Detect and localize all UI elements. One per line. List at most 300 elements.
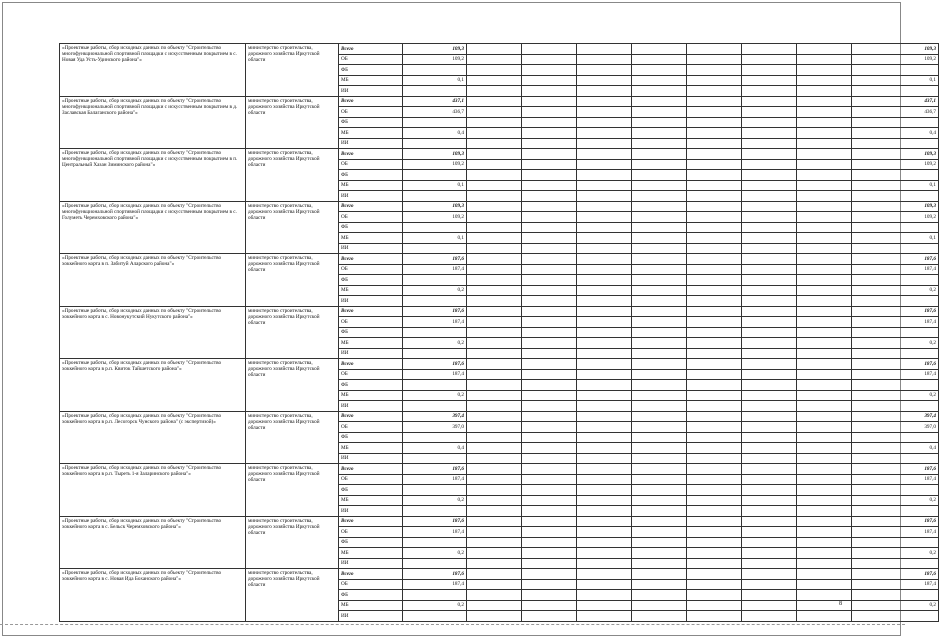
amount-empty-cell xyxy=(742,191,797,202)
amount-empty-cell xyxy=(632,96,687,107)
amount-empty-cell xyxy=(522,359,577,370)
amount-empty-cell xyxy=(687,348,742,359)
amount-empty-cell xyxy=(632,369,687,380)
amount-first-year: 187,6 xyxy=(403,306,467,317)
funding-source: ИИ xyxy=(339,611,403,622)
funding-source: МБ xyxy=(339,285,403,296)
amount-total: 187,4 xyxy=(852,264,939,275)
amount-empty-cell xyxy=(522,149,577,160)
amount-empty-cell xyxy=(797,75,852,86)
amount-empty-cell xyxy=(632,348,687,359)
amount-empty-cell xyxy=(742,411,797,422)
amount-total xyxy=(852,138,939,149)
amount-empty-cell xyxy=(797,243,852,254)
funding-source: Всего xyxy=(339,96,403,107)
amount-empty-cell xyxy=(797,65,852,76)
amount-empty-cell xyxy=(632,327,687,338)
amount-first-year: 0,1 xyxy=(403,180,467,191)
amount-first-year: 187,6 xyxy=(403,569,467,580)
amount-empty-cell xyxy=(742,327,797,338)
amount-empty-cell xyxy=(467,611,522,622)
amount-empty-cell xyxy=(797,170,852,181)
amount-empty-cell xyxy=(742,506,797,517)
amount-first-year xyxy=(403,432,467,443)
amount-empty-cell xyxy=(467,401,522,412)
funding-source: ИИ xyxy=(339,506,403,517)
amount-empty-cell xyxy=(522,296,577,307)
amount-empty-cell xyxy=(797,138,852,149)
amount-empty-cell xyxy=(797,306,852,317)
amount-empty-cell xyxy=(522,537,577,548)
amount-first-year: 0,1 xyxy=(403,233,467,244)
amount-empty-cell xyxy=(577,212,632,223)
funding-source: ФБ xyxy=(339,65,403,76)
amount-total: 187,4 xyxy=(852,317,939,328)
amount-empty-cell xyxy=(742,96,797,107)
amount-empty-cell xyxy=(687,75,742,86)
amount-empty-cell xyxy=(687,65,742,76)
amount-empty-cell xyxy=(522,432,577,443)
amount-empty-cell xyxy=(577,380,632,391)
amount-empty-cell xyxy=(687,201,742,212)
amount-empty-cell xyxy=(687,107,742,118)
amount-empty-cell xyxy=(687,170,742,181)
amount-empty-cell xyxy=(687,369,742,380)
amount-empty-cell xyxy=(522,611,577,622)
funding-source: Всего xyxy=(339,44,403,55)
amount-total: 437,1 xyxy=(852,96,939,107)
funding-source: ФБ xyxy=(339,537,403,548)
amount-empty-cell xyxy=(632,611,687,622)
amount-empty-cell xyxy=(687,138,742,149)
amount-empty-cell xyxy=(742,107,797,118)
amount-empty-cell xyxy=(577,359,632,370)
amount-empty-cell xyxy=(577,422,632,433)
amount-empty-cell xyxy=(522,348,577,359)
funding-source: МБ xyxy=(339,128,403,139)
amount-first-year: 187,4 xyxy=(403,264,467,275)
amount-total: 0,2 xyxy=(852,600,939,611)
amount-empty-cell xyxy=(577,401,632,412)
amount-total: 109,2 xyxy=(852,54,939,65)
amount-empty-cell xyxy=(577,96,632,107)
amount-total xyxy=(852,222,939,233)
amount-empty-cell xyxy=(577,128,632,139)
amount-empty-cell xyxy=(742,432,797,443)
amount-empty-cell xyxy=(522,327,577,338)
amount-empty-cell xyxy=(687,590,742,601)
amount-empty-cell xyxy=(687,380,742,391)
amount-empty-cell xyxy=(742,548,797,559)
amount-empty-cell xyxy=(687,411,742,422)
table-row xyxy=(60,569,939,580)
budget-table xyxy=(59,43,939,622)
amount-empty-cell xyxy=(632,432,687,443)
amount-empty-cell xyxy=(632,443,687,454)
amount-empty-cell xyxy=(522,222,577,233)
amount-empty-cell xyxy=(632,558,687,569)
amount-empty-cell xyxy=(797,558,852,569)
amount-total: 0,2 xyxy=(852,285,939,296)
amount-empty-cell xyxy=(522,117,577,128)
amount-empty-cell xyxy=(687,443,742,454)
amount-first-year: 0,2 xyxy=(403,338,467,349)
amount-empty-cell xyxy=(797,390,852,401)
amount-empty-cell xyxy=(577,338,632,349)
amount-empty-cell xyxy=(797,579,852,590)
amount-empty-cell xyxy=(522,338,577,349)
amount-first-year xyxy=(403,558,467,569)
table-row xyxy=(60,201,939,212)
amount-empty-cell xyxy=(467,390,522,401)
amount-empty-cell xyxy=(467,527,522,538)
amount-empty-cell xyxy=(522,285,577,296)
amount-first-year: 187,4 xyxy=(403,579,467,590)
amount-total xyxy=(852,348,939,359)
amount-total xyxy=(852,275,939,286)
amount-empty-cell xyxy=(632,222,687,233)
project-description: «Проектные работы, сбор исходных данных по объекту "Строительство хоккейного корта в с. Новонукутский Нукутского района"» xyxy=(60,306,246,359)
amount-empty-cell xyxy=(522,107,577,118)
amount-empty-cell xyxy=(467,75,522,86)
amount-first-year: 187,6 xyxy=(403,254,467,265)
amount-empty-cell xyxy=(687,401,742,412)
amount-empty-cell xyxy=(632,159,687,170)
amount-empty-cell xyxy=(632,317,687,328)
amount-empty-cell xyxy=(632,411,687,422)
funding-source: МБ xyxy=(339,390,403,401)
amount-empty-cell xyxy=(687,327,742,338)
amount-empty-cell xyxy=(632,548,687,559)
amount-empty-cell xyxy=(577,54,632,65)
amount-empty-cell xyxy=(467,495,522,506)
amount-empty-cell xyxy=(742,611,797,622)
amount-total: 436,7 xyxy=(852,107,939,118)
amount-first-year: 187,4 xyxy=(403,317,467,328)
amount-empty-cell xyxy=(797,537,852,548)
funding-source: ФБ xyxy=(339,327,403,338)
amount-total: 0,1 xyxy=(852,180,939,191)
responsible-organization: министерство строительства, дорожного хозяйства Иркутской области xyxy=(246,464,339,517)
amount-empty-cell xyxy=(742,401,797,412)
amount-empty-cell xyxy=(467,380,522,391)
amount-empty-cell xyxy=(522,600,577,611)
funding-source: ОБ xyxy=(339,264,403,275)
project-description: «Проектные работы, сбор исходных данных по объекту "Строительство хоккейного корта в р.п. Квиток Тайшетского района"» xyxy=(60,359,246,412)
table-row xyxy=(60,464,939,475)
amount-empty-cell xyxy=(632,233,687,244)
project-description: «Проектные работы, сбор исходных данных по объекту "Строительство хоккейного корта в с. Бельск Черемховского района"» xyxy=(60,516,246,569)
amount-first-year: 397,4 xyxy=(403,411,467,422)
amount-empty-cell xyxy=(522,170,577,181)
amount-empty-cell xyxy=(522,558,577,569)
amount-empty-cell xyxy=(687,254,742,265)
amount-empty-cell xyxy=(467,128,522,139)
amount-empty-cell xyxy=(577,569,632,580)
amount-first-year: 0,4 xyxy=(403,128,467,139)
amount-empty-cell xyxy=(467,275,522,286)
amount-empty-cell xyxy=(797,275,852,286)
amount-empty-cell xyxy=(687,317,742,328)
amount-empty-cell xyxy=(467,579,522,590)
amount-empty-cell xyxy=(687,474,742,485)
amount-empty-cell xyxy=(467,537,522,548)
amount-total: 0,1 xyxy=(852,75,939,86)
amount-empty-cell xyxy=(577,348,632,359)
responsible-organization: министерство строительства, дорожного хозяйства Иркутской области xyxy=(246,411,339,464)
table-row xyxy=(60,149,939,160)
amount-empty-cell xyxy=(687,54,742,65)
amount-empty-cell xyxy=(522,65,577,76)
page-number: 8 xyxy=(839,601,842,607)
amount-first-year: 0,2 xyxy=(403,390,467,401)
amount-empty-cell xyxy=(577,579,632,590)
amount-empty-cell xyxy=(467,569,522,580)
amount-empty-cell xyxy=(632,390,687,401)
amount-empty-cell xyxy=(632,254,687,265)
amount-total: 187,6 xyxy=(852,569,939,580)
amount-empty-cell xyxy=(742,453,797,464)
amount-first-year: 397,0 xyxy=(403,422,467,433)
amount-first-year xyxy=(403,327,467,338)
amount-empty-cell xyxy=(797,254,852,265)
amount-empty-cell xyxy=(522,201,577,212)
amount-empty-cell xyxy=(467,96,522,107)
amount-first-year: 187,4 xyxy=(403,369,467,380)
funding-source: ОБ xyxy=(339,317,403,328)
amount-empty-cell xyxy=(797,212,852,223)
amount-empty-cell xyxy=(687,485,742,496)
amount-empty-cell xyxy=(632,537,687,548)
amount-empty-cell xyxy=(522,180,577,191)
amount-total xyxy=(852,243,939,254)
amount-empty-cell xyxy=(522,579,577,590)
amount-first-year: 187,6 xyxy=(403,359,467,370)
amount-empty-cell xyxy=(632,296,687,307)
amount-total: 187,6 xyxy=(852,306,939,317)
amount-empty-cell xyxy=(632,359,687,370)
amount-empty-cell xyxy=(522,75,577,86)
amount-empty-cell xyxy=(742,149,797,160)
amount-empty-cell xyxy=(632,579,687,590)
amount-empty-cell xyxy=(577,432,632,443)
amount-empty-cell xyxy=(742,44,797,55)
amount-empty-cell xyxy=(632,149,687,160)
funding-source: ИИ xyxy=(339,453,403,464)
responsible-organization: министерство строительства, дорожного хозяйства Иркутской области xyxy=(246,201,339,254)
amount-empty-cell xyxy=(467,180,522,191)
amount-empty-cell xyxy=(797,495,852,506)
amount-empty-cell xyxy=(522,390,577,401)
amount-total xyxy=(852,191,939,202)
amount-empty-cell xyxy=(632,453,687,464)
amount-empty-cell xyxy=(687,296,742,307)
amount-empty-cell xyxy=(687,149,742,160)
amount-empty-cell xyxy=(467,464,522,475)
amount-empty-cell xyxy=(797,401,852,412)
amount-empty-cell xyxy=(522,548,577,559)
amount-first-year xyxy=(403,485,467,496)
amount-empty-cell xyxy=(742,516,797,527)
amount-empty-cell xyxy=(522,464,577,475)
amount-total: 109,3 xyxy=(852,44,939,55)
amount-empty-cell xyxy=(577,611,632,622)
amount-empty-cell xyxy=(522,422,577,433)
funding-source: МБ xyxy=(339,495,403,506)
amount-empty-cell xyxy=(522,590,577,601)
amount-empty-cell xyxy=(742,65,797,76)
amount-empty-cell xyxy=(632,107,687,118)
amount-total: 0,4 xyxy=(852,128,939,139)
amount-empty-cell xyxy=(577,369,632,380)
amount-empty-cell xyxy=(742,464,797,475)
amount-empty-cell xyxy=(522,317,577,328)
table-row xyxy=(60,254,939,265)
amount-empty-cell xyxy=(577,275,632,286)
funding-source: МБ xyxy=(339,600,403,611)
amount-empty-cell xyxy=(522,380,577,391)
amount-empty-cell xyxy=(687,96,742,107)
amount-empty-cell xyxy=(797,54,852,65)
amount-empty-cell xyxy=(632,243,687,254)
funding-source: Всего xyxy=(339,201,403,212)
amount-empty-cell xyxy=(742,264,797,275)
amount-empty-cell xyxy=(522,233,577,244)
amount-total xyxy=(852,590,939,601)
amount-empty-cell xyxy=(467,201,522,212)
amount-empty-cell xyxy=(522,275,577,286)
funding-source: Всего xyxy=(339,516,403,527)
amount-empty-cell xyxy=(742,338,797,349)
amount-empty-cell xyxy=(467,54,522,65)
amount-empty-cell xyxy=(742,222,797,233)
amount-empty-cell xyxy=(632,600,687,611)
amount-empty-cell xyxy=(577,527,632,538)
amount-empty-cell xyxy=(467,485,522,496)
funding-source: Всего xyxy=(339,411,403,422)
project-description: «Проектные работы, сбор исходных данных по объекту "Строительство хоккейного корта в п. Забитуй Аларского района"» xyxy=(60,254,246,307)
funding-source: ИИ xyxy=(339,243,403,254)
amount-empty-cell xyxy=(797,117,852,128)
amount-first-year: 187,4 xyxy=(403,474,467,485)
amount-empty-cell xyxy=(467,600,522,611)
funding-source: ИИ xyxy=(339,401,403,412)
amount-empty-cell xyxy=(797,516,852,527)
amount-empty-cell xyxy=(742,285,797,296)
amount-first-year: 187,6 xyxy=(403,516,467,527)
amount-empty-cell xyxy=(632,170,687,181)
amount-empty-cell xyxy=(632,474,687,485)
amount-empty-cell xyxy=(577,506,632,517)
amount-empty-cell xyxy=(467,212,522,223)
amount-empty-cell xyxy=(797,86,852,97)
amount-total: 109,2 xyxy=(852,212,939,223)
amount-empty-cell xyxy=(632,527,687,538)
amount-empty-cell xyxy=(797,548,852,559)
amount-first-year: 109,2 xyxy=(403,212,467,223)
funding-source: Всего xyxy=(339,569,403,580)
amount-total xyxy=(852,170,939,181)
amount-empty-cell xyxy=(632,285,687,296)
amount-empty-cell xyxy=(797,380,852,391)
amount-empty-cell xyxy=(742,348,797,359)
amount-empty-cell xyxy=(742,537,797,548)
amount-empty-cell xyxy=(467,222,522,233)
amount-total: 187,6 xyxy=(852,464,939,475)
funding-source: ИИ xyxy=(339,348,403,359)
amount-first-year xyxy=(403,611,467,622)
amount-empty-cell xyxy=(742,369,797,380)
funding-source: ИИ xyxy=(339,558,403,569)
amount-empty-cell xyxy=(467,254,522,265)
amount-first-year xyxy=(403,537,467,548)
amount-empty-cell xyxy=(467,107,522,118)
amount-empty-cell xyxy=(687,464,742,475)
amount-empty-cell xyxy=(577,285,632,296)
amount-empty-cell xyxy=(577,306,632,317)
amount-empty-cell xyxy=(467,44,522,55)
amount-total xyxy=(852,432,939,443)
funding-source: МБ xyxy=(339,233,403,244)
amount-first-year: 0,1 xyxy=(403,75,467,86)
amount-empty-cell xyxy=(687,611,742,622)
amount-empty-cell xyxy=(632,180,687,191)
amount-empty-cell xyxy=(577,590,632,601)
amount-empty-cell xyxy=(467,170,522,181)
amount-empty-cell xyxy=(577,516,632,527)
amount-first-year: 437,1 xyxy=(403,96,467,107)
funding-source: Всего xyxy=(339,149,403,160)
responsible-organization: министерство строительства, дорожного хозяйства Иркутской области xyxy=(246,254,339,307)
amount-empty-cell xyxy=(577,443,632,454)
amount-empty-cell xyxy=(797,432,852,443)
amount-empty-cell xyxy=(797,485,852,496)
amount-empty-cell xyxy=(632,138,687,149)
amount-empty-cell xyxy=(687,275,742,286)
amount-empty-cell xyxy=(467,327,522,338)
funding-source: ОБ xyxy=(339,369,403,380)
amount-empty-cell xyxy=(577,170,632,181)
amount-empty-cell xyxy=(742,590,797,601)
amount-empty-cell xyxy=(522,254,577,265)
amount-empty-cell xyxy=(577,485,632,496)
amount-total: 0,2 xyxy=(852,390,939,401)
amount-first-year xyxy=(403,138,467,149)
amount-empty-cell xyxy=(687,569,742,580)
amount-empty-cell xyxy=(522,138,577,149)
amount-empty-cell xyxy=(467,369,522,380)
amount-empty-cell xyxy=(577,75,632,86)
amount-empty-cell xyxy=(467,548,522,559)
amount-empty-cell xyxy=(632,44,687,55)
amount-empty-cell xyxy=(522,243,577,254)
amount-empty-cell xyxy=(522,54,577,65)
table-row xyxy=(60,306,939,317)
amount-empty-cell xyxy=(797,222,852,233)
amount-empty-cell xyxy=(522,86,577,97)
amount-total xyxy=(852,401,939,412)
amount-first-year xyxy=(403,590,467,601)
amount-empty-cell xyxy=(687,222,742,233)
amount-empty-cell xyxy=(522,485,577,496)
amount-empty-cell xyxy=(632,86,687,97)
amount-first-year: 0,2 xyxy=(403,285,467,296)
amount-total xyxy=(852,86,939,97)
amount-empty-cell xyxy=(577,254,632,265)
amount-empty-cell xyxy=(632,338,687,349)
funding-source: МБ xyxy=(339,180,403,191)
amount-empty-cell xyxy=(742,422,797,433)
